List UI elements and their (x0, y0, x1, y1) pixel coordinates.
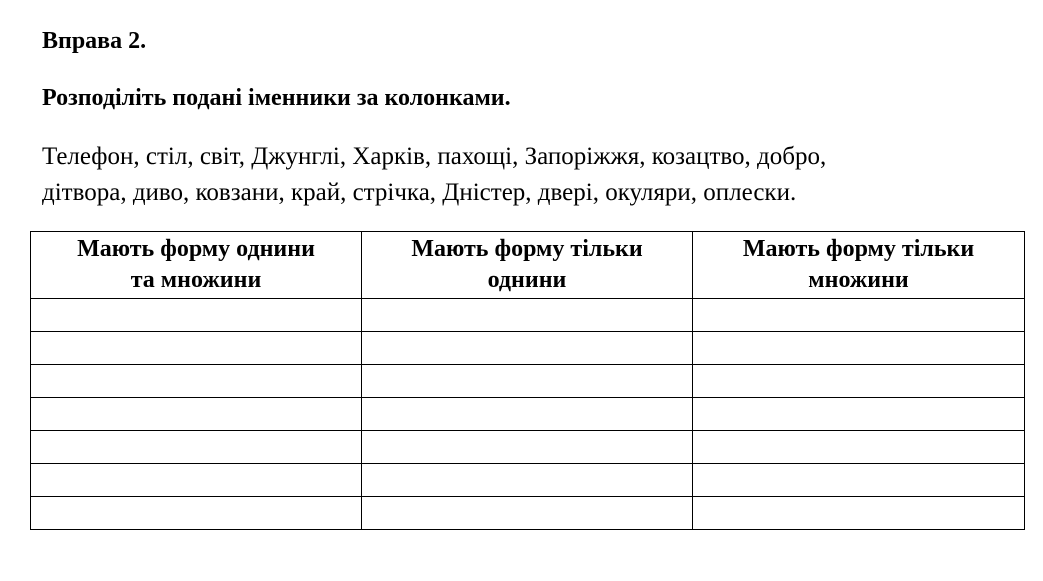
answer-cell[interactable] (31, 299, 362, 332)
answer-cell[interactable] (362, 464, 693, 497)
answer-cell[interactable] (693, 398, 1025, 431)
table-row (31, 398, 1025, 431)
table-row (31, 332, 1025, 365)
answer-cell[interactable] (693, 332, 1025, 365)
table-row (31, 464, 1025, 497)
header-line: однини (487, 267, 567, 293)
answer-cell[interactable] (693, 299, 1025, 332)
sorting-table (30, 231, 1025, 530)
answer-cell[interactable] (362, 365, 693, 398)
table-row (31, 431, 1025, 464)
answer-cell[interactable] (693, 464, 1025, 497)
table-header-row (31, 232, 1025, 299)
header-singular-and-plural (31, 232, 362, 299)
word-list-line-2: дітвора, диво, ковзани, край, стрічка, Дністер, двері, окуляри, оплески. (42, 179, 797, 206)
header-singular-only (362, 232, 693, 299)
exercise-instruction: Розподіліть подані іменники за колонками. (42, 85, 511, 111)
answer-cell[interactable] (31, 431, 362, 464)
answer-cell[interactable] (31, 332, 362, 365)
header-line: Мають форму однини (77, 236, 315, 262)
header-line: множини (808, 267, 909, 293)
table-row (31, 365, 1025, 398)
header-line: Мають форму тільки (742, 236, 975, 262)
answer-cell[interactable] (362, 332, 693, 365)
word-list (42, 139, 1022, 211)
header-plural-only (693, 232, 1025, 299)
answer-cell[interactable] (693, 431, 1025, 464)
table-row (31, 497, 1025, 530)
answer-cell[interactable] (693, 365, 1025, 398)
answer-cell[interactable] (693, 497, 1025, 530)
exercise-title: Вправа 2. (42, 28, 147, 54)
header-line: та множини (130, 267, 262, 293)
answer-cell[interactable] (31, 497, 362, 530)
answer-cell[interactable] (362, 431, 693, 464)
answer-cell[interactable] (362, 497, 693, 530)
answer-cell[interactable] (31, 365, 362, 398)
answer-cell[interactable] (362, 398, 693, 431)
word-list-line-1: Телефон, стіл, світ, Джунглі, Харків, пахощі, Запоріжжя, козацтво, добро, (42, 143, 827, 170)
header-line: Мають форму тільки (411, 236, 643, 262)
answer-cell[interactable] (31, 464, 362, 497)
answer-cell[interactable] (362, 299, 693, 332)
answer-cell[interactable] (31, 398, 362, 431)
table-row (31, 299, 1025, 332)
